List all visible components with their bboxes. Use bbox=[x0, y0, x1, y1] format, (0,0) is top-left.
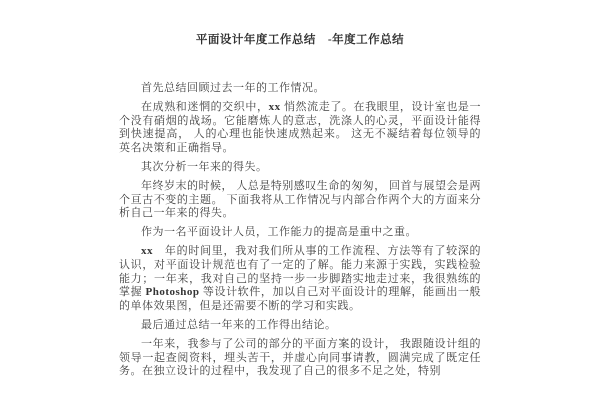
paragraph bbox=[119, 101, 481, 156]
paragraph bbox=[119, 82, 481, 96]
paragraph-segment: 其次分析一年来的得失。 bbox=[141, 160, 268, 173]
paragraph-bold-segment: Photoshop bbox=[145, 286, 200, 299]
paragraph bbox=[119, 245, 481, 314]
paragraph-segment: 年的时间里，我对我们所从事的工作流程、方法等有了较深的认识，对平面设计规范也有了一定的了解。能力来源于实践，实践检验能力；一年来，我对自己的坚持一步一步脚踏实地走过来，我很熟练的掌握 bbox=[119, 244, 481, 299]
paragraph-segment: 悄然流走了。在我眼里，设计室也是一个没有硝烟的战场。它能磨炼人的意志，洗涤人的心灵，平面设计能得到快速提高， 人的心理也能快速成熟起来。 这无不凝结着每位领导的英名决策和正确指导。 bbox=[119, 100, 482, 155]
paragraph-bold-segment: xx bbox=[141, 244, 153, 257]
document-body bbox=[119, 82, 481, 379]
paragraph bbox=[119, 338, 481, 379]
document-content bbox=[119, 0, 481, 379]
paragraph bbox=[119, 180, 481, 221]
paragraph bbox=[119, 161, 481, 175]
paragraph-segment: 首先总结回顾过去一年的工作情况。 bbox=[141, 82, 325, 94]
paragraph-segment: 等设计软件，加以自己对平面设计的理解，能画出一般的单体效果图，但是还需要不断的学习和实践。 bbox=[119, 286, 482, 313]
paragraph-segment: 在成熟和迷惘的交织中， bbox=[141, 100, 269, 113]
paragraph-segment: 最后通过总结一年来的工作得出结论。 bbox=[141, 318, 337, 331]
paragraph bbox=[119, 226, 481, 240]
paragraph-segment: 年终岁末的时候， 人总是特别感叹生命的匆匆， 回首与展望会是两个亘古不变的主题。 下面我将从工作情况与内部合作两个大的方面来分析自己一年来的得失。 bbox=[119, 179, 481, 220]
paragraph-segment: 一年来，我参与了公司的部分的平面方案的设计， 我跟随设计组的领导一起查阅资料，埋头苦干，并虚心向同事请教，圆满完成了既定任务。在独立设计的过程中，我发现了自己的很多不足之处，特别 bbox=[119, 337, 481, 378]
paragraph bbox=[119, 319, 481, 333]
paragraph-bold-segment: xx bbox=[268, 100, 281, 113]
document-title: 平面设计年度工作总结 -年度工作总结 bbox=[195, 34, 405, 46]
paragraph-segment: 作为一名平面设计人员，工作能力的提高是重中之重。 bbox=[141, 226, 417, 239]
